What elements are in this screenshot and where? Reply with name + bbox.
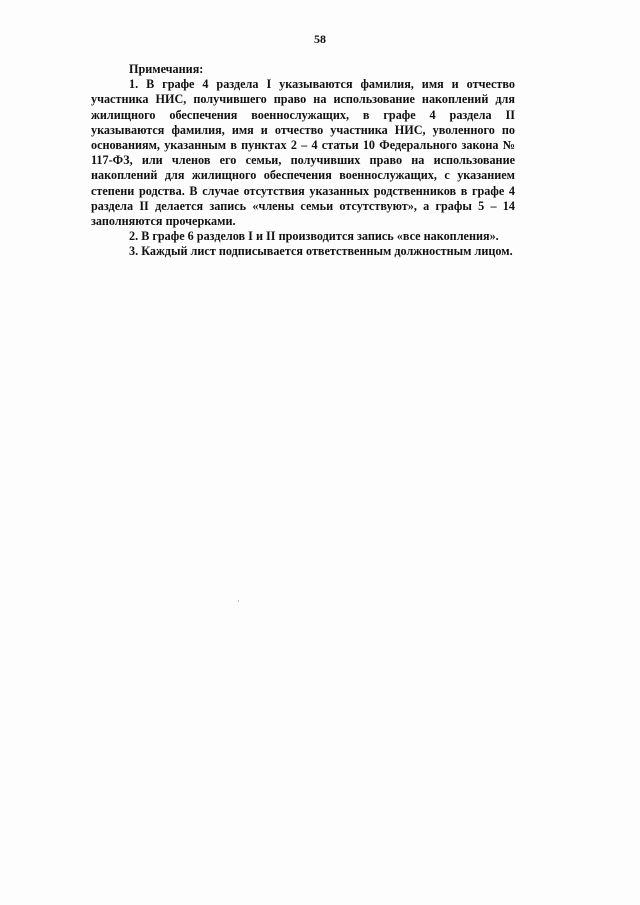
notes-section (91, 62, 515, 260)
scan-speck (238, 600, 239, 602)
note-2: 2. В графе 6 разделов I и II производится запись «все накопления». (129, 229, 499, 244)
page-number: 58 (314, 32, 326, 46)
note-3: 3. Каждый лист подписывается ответственным должностным лицом. (129, 244, 513, 259)
note-1: 1. В графе 4 раздела I указываются фамилия, имя и отчество участника НИС, получившего право на использование накоплений для жилищного обеспечения военнослужащих, в графе 4 раздела II указываются фамилия, имя и отчество участника НИС, уволенного по основаниям, указанным в пунктах 2 – 4 статьи 10 Федерального закона № 117-ФЗ, или членов его семьи, получивших право на использование накоплений для жилищного обеспечения военнослужащих, с указанием степени родства. В случае отсутствия указанных родственников в графе 4 раздела II делается запись «члены семьи отсутствуют», а графы 5 – 14 заполняются прочерками. (91, 77, 515, 229)
notes-title: Примечания: (129, 62, 204, 76)
